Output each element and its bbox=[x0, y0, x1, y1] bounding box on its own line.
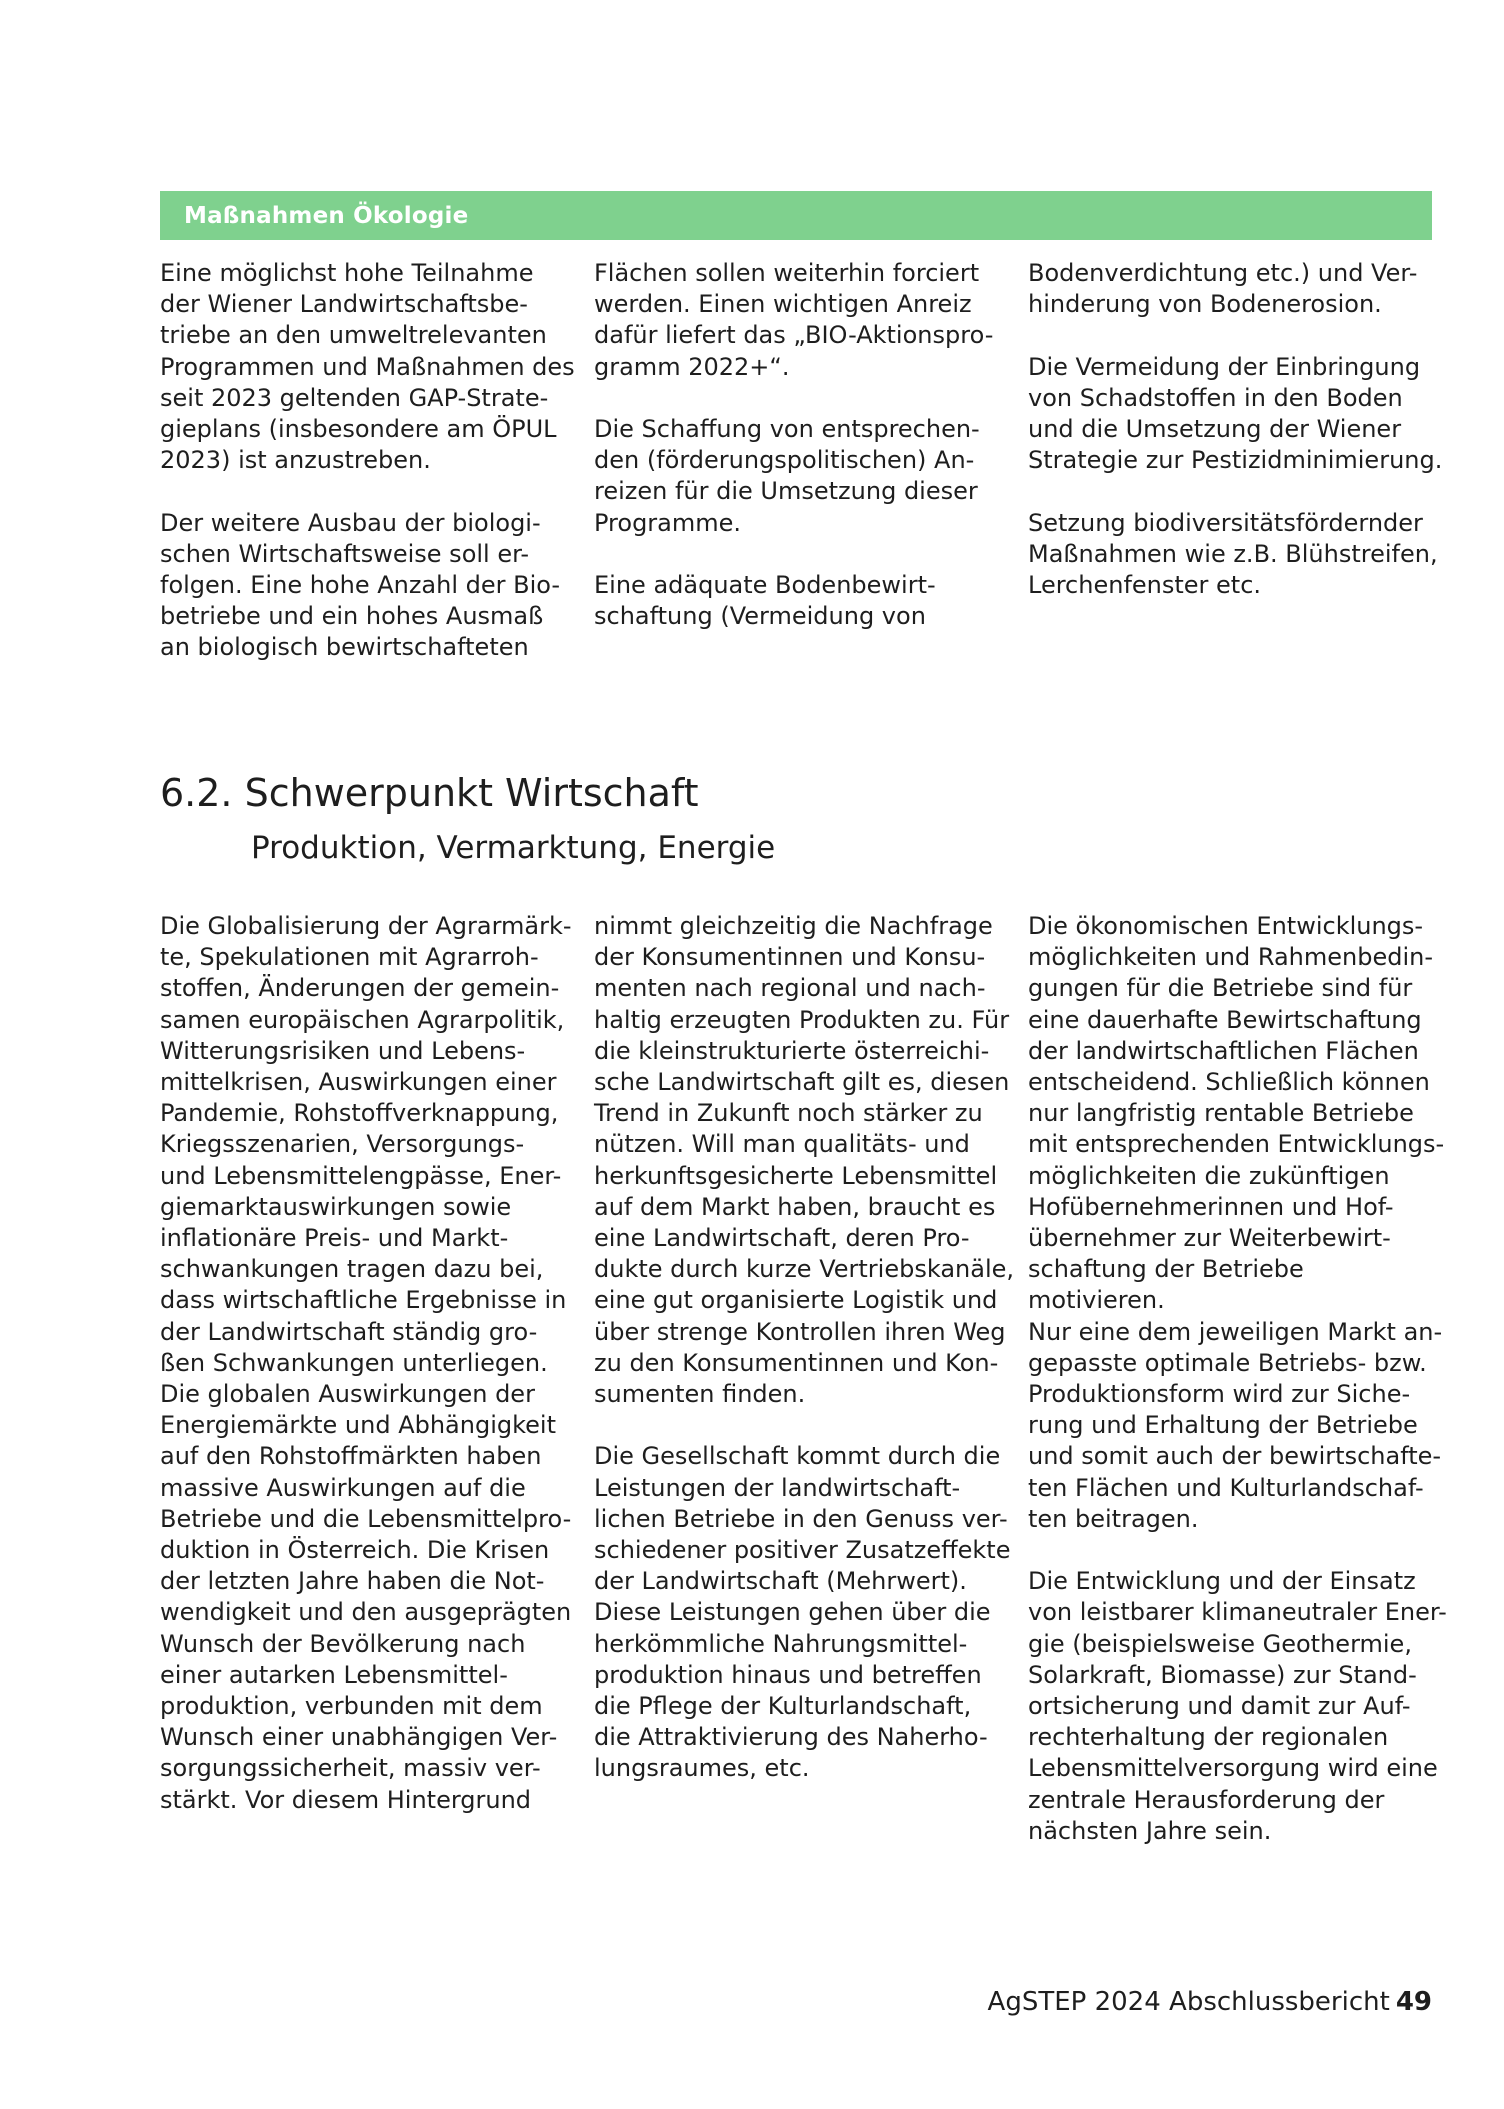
section-column-1 bbox=[160, 911, 580, 1816]
measures-ecology-banner bbox=[160, 191, 1432, 240]
page-number: 49 bbox=[1395, 1987, 1432, 2017]
paragraph: Die ökonomischen Entwicklungs- möglichkeiten und Rahmenbedin- gungen für die Betriebe sind für eine dauerhafte Bewirtschaftung der landwirtschaftlichen Flächen entscheidend. Schließlich können nur langfristig rentable Betriebe mit entsprechenden Entwicklungs- möglichkeiten die zukünftigen Hofübernehmerinnen und Hof- übernehmer zur Weiterbewirt- schaftung der Betriebe motivieren. Nur eine dem jeweiligen Markt an- gepasste optimale Betriebs- bzw. Produktionsform wird zur Siche- rung und Erhaltung der Betriebe und somit auch der bewirtschafte- ten Flächen und Kulturlandschaf- ten beitragen. bbox=[1028, 912, 1445, 1533]
paragraph: Die Entwicklung und der Einsatz von leistbarer klimaneutraler Ener- gie (beispielsweise Geothermie, Solarkraft, Biomasse) zur Stand- ortsicherung und damit zur Auf- rechterhaltung der regionalen Lebensmittelversorgung wird eine zentrale Herausforderung der nächsten Jahre sein. bbox=[1028, 1567, 1447, 1845]
paragraph: Eine möglichst hohe Teilnahme der Wiener Landwirtschaftsbe- triebe an den umweltrelevanten Programmen und Maßnahmen des seit 2023 geltenden GAP-Strate- gieplans (insbesondere am ÖPUL 2023) ist anzustreben. bbox=[160, 259, 575, 475]
paragraph: Bodenverdichtung etc.) und Ver- hinderung von Bodenerosion. bbox=[1028, 259, 1418, 319]
banner-heading: Maßnahmen Ökologie bbox=[184, 202, 469, 229]
paragraph: Eine adäquate Bodenbewirt- schaftung (Vermeidung von bbox=[594, 571, 936, 631]
footer-title: AgSTEP 2024 Abschlussbericht bbox=[987, 1987, 1390, 2017]
section-column-3 bbox=[1028, 911, 1448, 1847]
section-column-2 bbox=[594, 911, 1014, 1785]
section-subheading: Produktion, Vermarktung, Energie bbox=[251, 830, 776, 866]
paragraph: Flächen sollen weiterhin forciert werden. Einen wichtigen Anreiz dafür liefert das „BIO-Aktionspro- gramm 2022+“. bbox=[594, 259, 994, 381]
box-column-3 bbox=[1028, 258, 1448, 601]
paragraph: Der weitere Ausbau der biologi- schen Wirtschaftsweise soll er- folgen. Eine hohe Anzahl der Bio- betriebe und ein hohes Ausmaß an biologisch bewirtschafteten bbox=[160, 508, 561, 662]
paragraph: nimmt gleichzeitig die Nachfrage der Konsumentinnen und Konsu- menten nach regional und nach- haltig erzeugten Produkten zu. Für die kleinstrukturierte österreichi- sche Landwirtschaft gilt es, diesen Trend in Zukunft noch stärker zu nützen. Will man qualitäts- und herkunftsgesicherte Lebensmittel auf dem Markt haben, braucht es eine Landwirtschaft, deren Pro- dukte durch kurze Vertriebskanäle, eine gut organisierte Logistik und über strenge Kontrollen ihren Weg zu den Konsumentinnen und Kon- sumenten finden. bbox=[594, 912, 1014, 1409]
paragraph: Die Vermeidung der Einbringung von Schadstoffen in den Boden und die Umsetzung der Wiener Strategie zur Pestizidminimierung. bbox=[1028, 352, 1443, 475]
paragraph: Setzung biodiversitätsfördernder Maßnahmen wie z.B. Blühstreifen, Lerchenfenster etc. bbox=[1028, 508, 1438, 599]
paragraph: Die Gesellschaft kommt durch die Leistungen der landwirtschaft- lichen Betriebe in den Genuss ver- schiedener positiver Zusatzeffekte der Landwirtschaft (Mehrwert). Diese Leistungen gehen über die herkömmliche Nahrungsmittel- produktion hinaus und betreffen die Pflege der Kulturlandschaft, die Attraktivierung des Naherho- lungsraumes, etc. bbox=[594, 1442, 1011, 1783]
box-column-2 bbox=[594, 258, 1014, 632]
paragraph: Die Globalisierung der Agrarmärk- te, Spekulationen mit Agrarroh- stoffen, Änderungen der gemein- samen europäischen Agrarpolitik, Witterungsrisiken und Lebens- mittelkrisen, Auswirkungen einer Pandemie, Rohstoffverknappung, Kriegsszenarien, Versorgungs- und Lebensmittelengpässe, Ener- giemarktauswirkungen sowie inflationäre Preis- und Markt- schwankungen tragen dazu bei, dass wirtschaftliche Ergebnisse in der Landwirtschaft ständig gro- ßen Schwankungen unterliegen. Die globalen Auswirkungen der Energiemärkte und Abhängigkeit auf den Rohstoffmärkten haben massive Auswirkungen auf die Betriebe und die Lebensmittelpro- duktion in Österreich. Die Krisen der letzten Jahre haben die Not- wendigkeit und den ausgeprägten Wunsch der Bevölkerung nach einer autarken Lebensmittel- produktion, verbunden mit dem Wunsch einer unabhängigen Ver- sorgungssicherheit, massiv ver- stärkt. Vor diesem Hintergrund bbox=[160, 912, 572, 1814]
box-column-1 bbox=[160, 258, 580, 664]
section-heading: 6.2. Schwerpunkt Wirtschaft bbox=[160, 771, 699, 815]
page-footer bbox=[988, 1985, 1432, 2019]
paragraph: Die Schaffung von entsprechen- den (förderungspolitischen) An- reizen für die Umsetzung dieser Programme. bbox=[594, 415, 980, 537]
